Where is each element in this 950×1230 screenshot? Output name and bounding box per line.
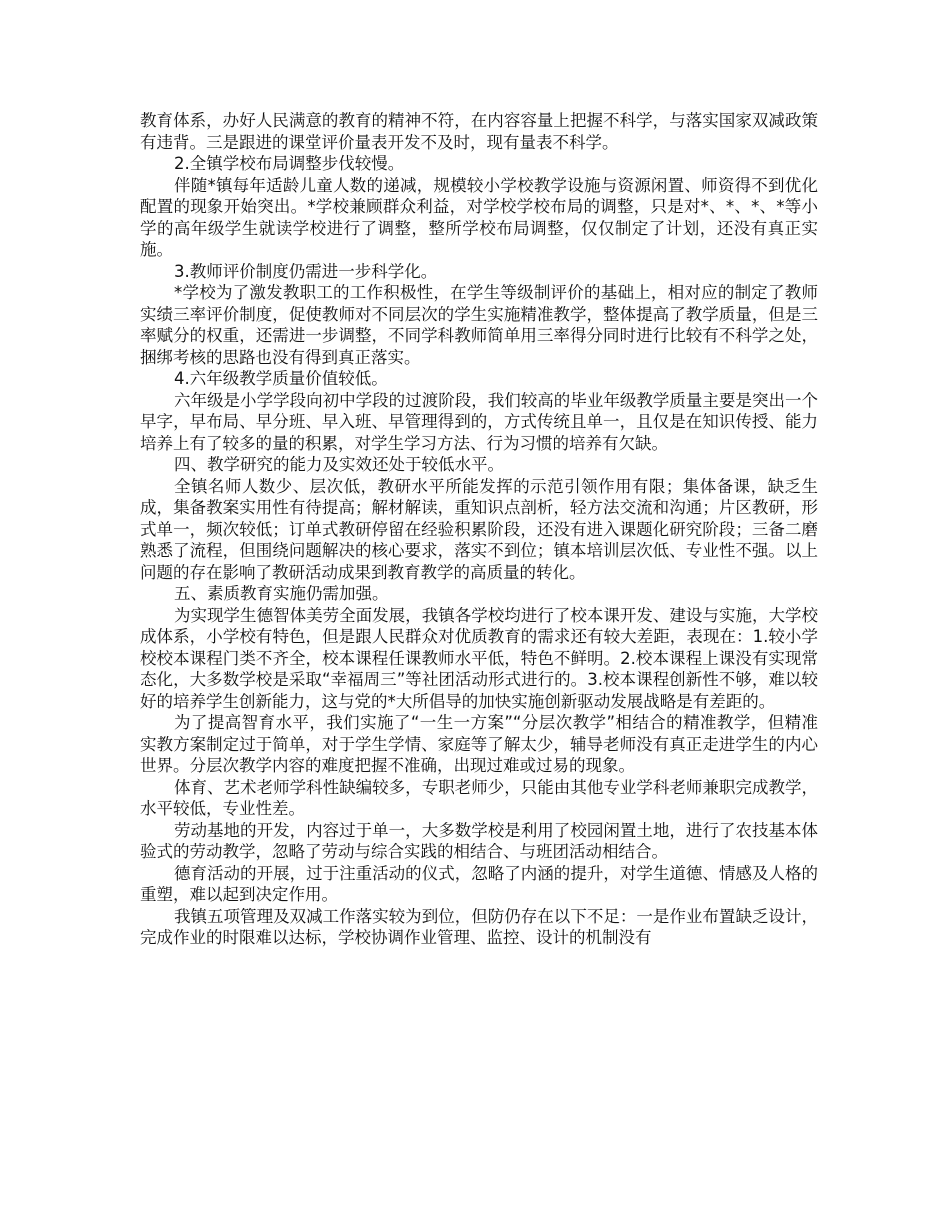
paragraph: 德育活动的开展，过于注重活动的仪式，忽略了内涵的提升，对学生道德、情感及人格的重塑，难以起到决定作用。 [140, 863, 818, 904]
paragraph: 全镇名师人数少、层次低，教研水平所能发挥的示范引领作用有限；集体备课，缺乏生成，集备教案实用性有待提高；解材解读，重知识点剖析，轻方法交流和沟通；片区教研，形式单一，频次较低；订单式教研停留在经验积累阶段，还没有进入课题化研究阶段；三备二磨熟悉了流程，但围绕问题解决的核心要求，落实不到位；镇本培训层次低、专业性不强。以上问题的存在影响了教研活动成果到教育教学的高质量的转化。 [140, 476, 818, 582]
section-heading: 4.六年级教学质量价值较低。 [174, 369, 388, 388]
paragraph: 为了提高智育水平，我们实施了“一生一方案”“分层次教学”相结合的精准教学，但精准实教方案制定过于简单，对于学生学情、家庭等了解太少，辅导老师没有真正走进学生的内心世界。分层次教学内容的难度把握不准确，出现过难或过易的现象。 [140, 713, 818, 775]
section-heading: 四、教学研究的能力及实效还处于较低水平。 [174, 455, 504, 474]
section-heading: 2.全镇学校布局调整步伐较慢。 [174, 154, 405, 173]
paragraph: 为实现学生德智体美劳全面发展，我镇各学校均进行了校本课开发、建设与实施，大学校成体系，小学校有特色，但是跟人民群众对优质教育的需求还有较大差距，表现在：1.较小学校校本课程门类不齐全，校本课程任课教师水平低，特色不鲜明。2.校本课程上课没有实现常态化，大多数学校是采取“幸福周三”等社团活动形式进行的。3.校本课程创新性不够，难以较好的培养学生创新能力，这与党的*大所倡导的加快实施创新驱动发展战略是有差距的。 [140, 605, 818, 711]
paragraph: 伴随*镇每年适龄儿童人数的递减，规模较小学校教学设施与资源闲置、师资得不到优化配置的现象开始突出。*学校兼顾群众利益，对学校学校布局的调整，只是对*、*、*、*等小学的高年级学生就读学校进行了调整，整所学校布局调整，仅仅制定了计划，还没有真正实施。 [140, 175, 818, 259]
paragraph: 劳动基地的开发，内容过于单一，大多数学校是利用了校园闲置土地，进行了农技基本体验式的劳动教学，忽略了劳动与综合实践的相结合、与班团活动相结合。 [140, 820, 818, 861]
paragraph: 我镇五项管理及双减工作落实较为到位，但防仍存在以下不足：一是作业布置缺乏设计，完成作业的时限难以达标，学校协调作业管理、监控、设计的机制没有 [140, 906, 818, 947]
paragraph: 六年级是小学学段向初中学段的过渡阶段，我们较高的毕业年级教学质量主要是突出一个早字，早布局、早分班、早入班、早管理得到的，方式传统且单一，且仅是在知识传授、能力培养上有了较多的量的积累，对学生学习方法、行为习惯的培养有欠缺。 [140, 390, 818, 453]
document-body [140, 110, 818, 949]
section-heading: 五、素质教育实施仍需加强。 [174, 584, 389, 603]
section-heading: 3.教师评价制度仍需进一步科学化。 [174, 261, 438, 281]
paragraph: *学校为了激发教职工的工作积极性，在学生等级制评价的基础上，相对应的制定了教师实绩三率评价制度，促使教师对不同层次的学生实施精准教学，整体提高了教学质量，但是三率赋分的权重，还需进一步调整，不同学科教师简单用三率得分同时进行比较有不科学之处，捆绑考核的思路也没有得到真正落实。 [140, 283, 818, 367]
paragraph: 教育体系，办好人民满意的教育的精神不符，在内容容量上把握不科学，与落实国家双减政策有违背。三是跟进的课堂评价量表开发不及时，现有量表不科学。 [140, 111, 818, 152]
paragraph: 体育、艺术老师学科性缺编较多，专职老师少，只能由其他专业学科老师兼职完成教学，水平较低，专业性差。 [140, 777, 818, 818]
